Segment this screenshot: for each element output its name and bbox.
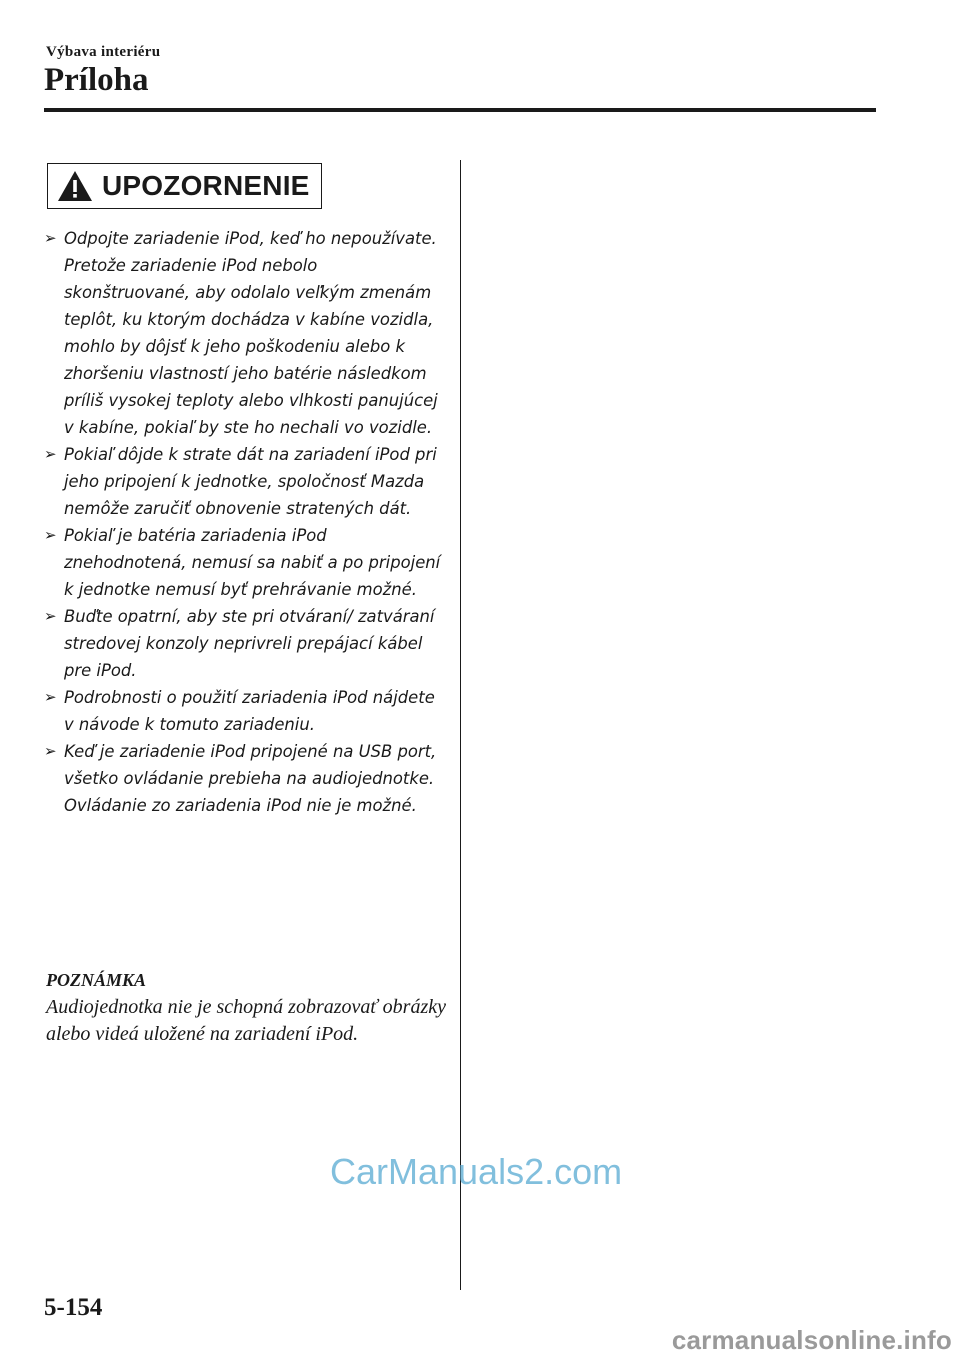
warning-triangle-icon [57, 170, 93, 202]
list-item-text: Pokiaľ je batéria zariadenia iPod znehodnotená, nemusí sa nabiť a po pripojení k jednotke nemusí byť prehrávanie možné. [64, 526, 441, 599]
arrow-bullet-icon: ➢ [44, 742, 57, 760]
section-label: Výbava interiéru [46, 44, 161, 60]
list-item [44, 225, 444, 441]
note-heading: POZNÁMKA [46, 970, 147, 990]
list-item-text: Podrobnosti o použití zariadenia iPod nájdete v návode k tomuto zariadeniu. [64, 688, 435, 734]
arrow-bullet-icon: ➢ [44, 607, 57, 625]
arrow-bullet-icon: ➢ [44, 526, 57, 544]
list-item [44, 738, 444, 819]
note-text: Audiojednotka nie je schopná zobrazovať obrázky alebo videá uložené na zariadení iPod. [46, 996, 446, 1045]
footer-watermark-link[interactable]: carmanualsonline.info [671, 1325, 952, 1355]
warning-title: UPOZORNENIE [102, 170, 310, 201]
list-item-text: Buďte opatrní, aby ste pri otváraní/ zatváraní stredovej konzoly neprivreli prepájací kábel pre iPod. [64, 607, 435, 680]
warning-box [47, 163, 322, 209]
page-number: 5-154 [44, 1294, 103, 1321]
list-item-text: Keď je zariadenie iPod pripojené na USB port, všetko ovládanie prebieha na audiojednotke. Ovládanie zo zariadenia iPod nie je možné. [64, 742, 437, 815]
list-item-text: Pokiaľ dôjde k strate dát na zariadení iPod pri jeho pripojení k jednotke, spoločnosť Mazda nemôže zaručiť obnovenie stratených dát. [64, 445, 437, 518]
list-item [44, 603, 444, 684]
watermark-link[interactable]: CarManuals2.com [330, 1151, 623, 1192]
list-item [44, 522, 444, 603]
arrow-bullet-icon: ➢ [44, 445, 57, 463]
page-title: Príloha [44, 62, 149, 98]
title-rule [44, 108, 876, 112]
warning-list [44, 225, 444, 819]
arrow-bullet-icon: ➢ [44, 229, 57, 247]
list-item [44, 684, 444, 738]
list-item-text: Odpojte zariadenie iPod, keď ho nepoužívate. Pretože zariadenie iPod nebolo skonštruované, aby odolalo veľkým zmenám teplôt, ku ktorým dochádza v kabíne vozidla, mohlo by dôjsť k jeho poškodeniu alebo k zhoršeniu vlastností jeho batérie následkom príliš vysokej teploty alebo vlhkosti panujúcej v kabíne, pokiaľ by ste ho nechali vo vozidle. [64, 229, 438, 437]
list-item [44, 441, 444, 522]
column-divider [460, 160, 461, 1290]
arrow-bullet-icon: ➢ [44, 688, 57, 706]
